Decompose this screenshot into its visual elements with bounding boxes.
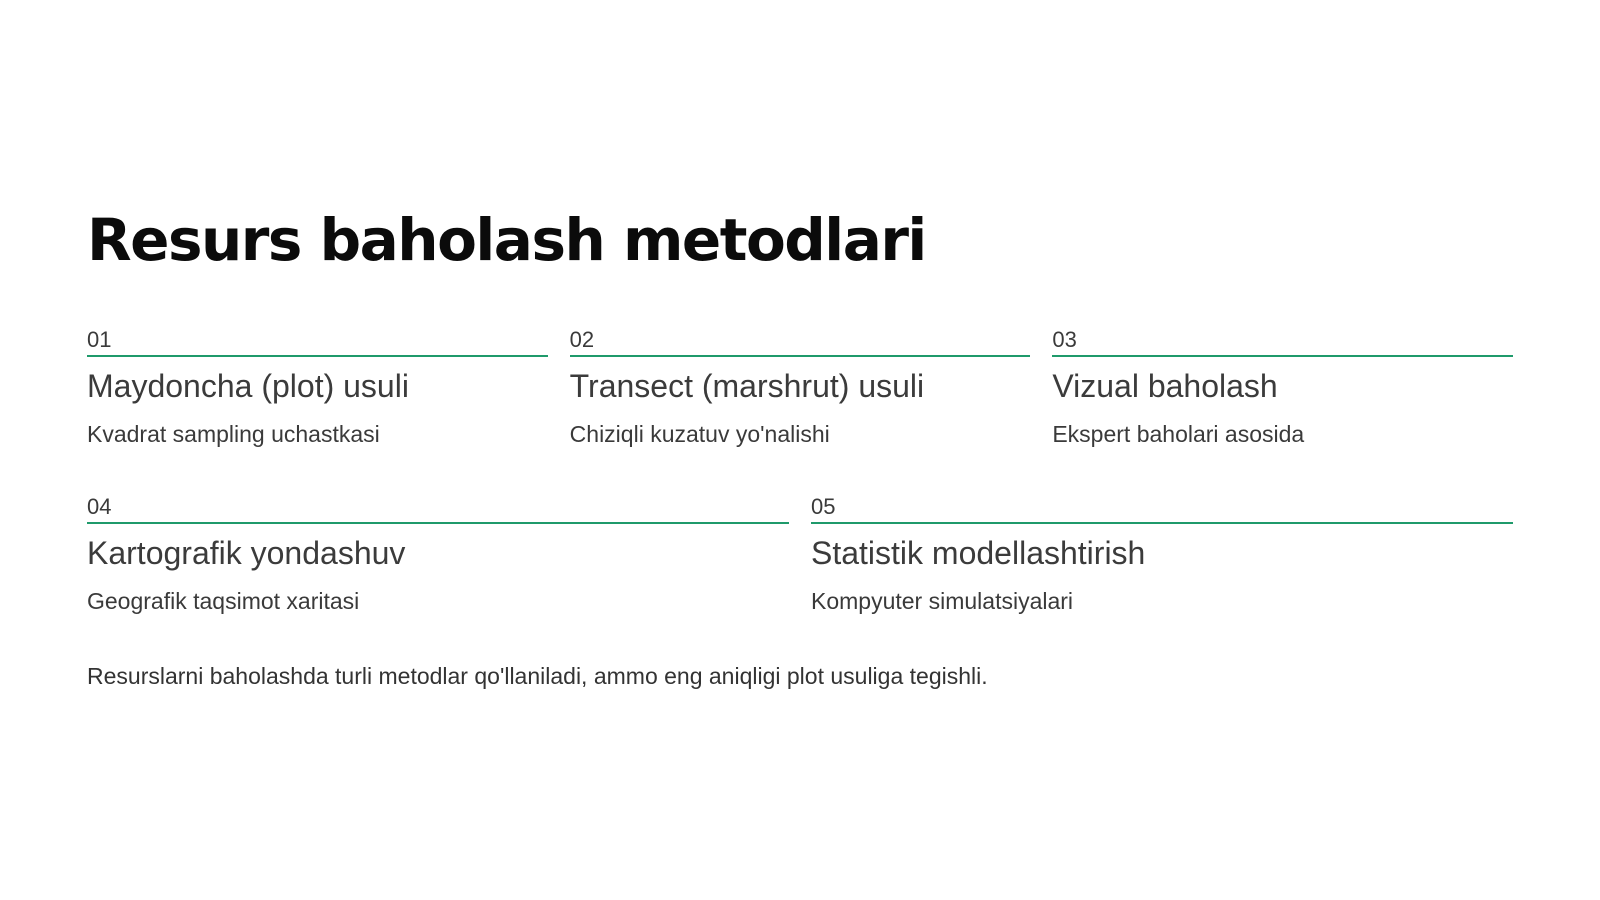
method-item-1 — [87, 327, 548, 448]
method-item-2 — [570, 327, 1031, 448]
method-number: 03 — [1052, 327, 1513, 357]
slide — [87, 205, 1513, 714]
method-title: Kartografik yondashuv — [87, 535, 406, 571]
summary-note: Resurslarni baholashda turli metodlar qo'llaniladi, ammo eng aniqligi plot usuliga tegishli. — [87, 663, 988, 689]
method-description: Geografik taqsimot xaritasi — [87, 588, 360, 614]
method-description: Kompyuter simulatsiyalari — [811, 588, 1074, 614]
slide-title: Resurs baholash metodlari — [87, 206, 926, 274]
method-title: Maydoncha (plot) usuli — [87, 368, 409, 404]
methods-row-2 — [87, 494, 1513, 615]
method-item-3 — [1052, 327, 1513, 448]
method-number: 01 — [87, 327, 548, 357]
method-item-4 — [87, 494, 789, 615]
method-title: Transect (marshrut) usuli — [569, 368, 925, 404]
method-description: Ekspert baholari asosida — [1052, 421, 1305, 447]
method-number: 04 — [87, 494, 789, 524]
method-title: Vizual baholash — [1052, 368, 1278, 404]
method-number: 02 — [570, 327, 1031, 357]
method-number: 05 — [811, 494, 1513, 524]
method-item-5 — [811, 494, 1513, 615]
method-description: Chiziqli kuzatuv yo'nalishi — [569, 421, 830, 447]
methods-row-1 — [87, 327, 1513, 448]
method-title: Statistik modellashtirish — [811, 535, 1146, 571]
method-description: Kvadrat sampling uchastkasi — [87, 421, 380, 447]
